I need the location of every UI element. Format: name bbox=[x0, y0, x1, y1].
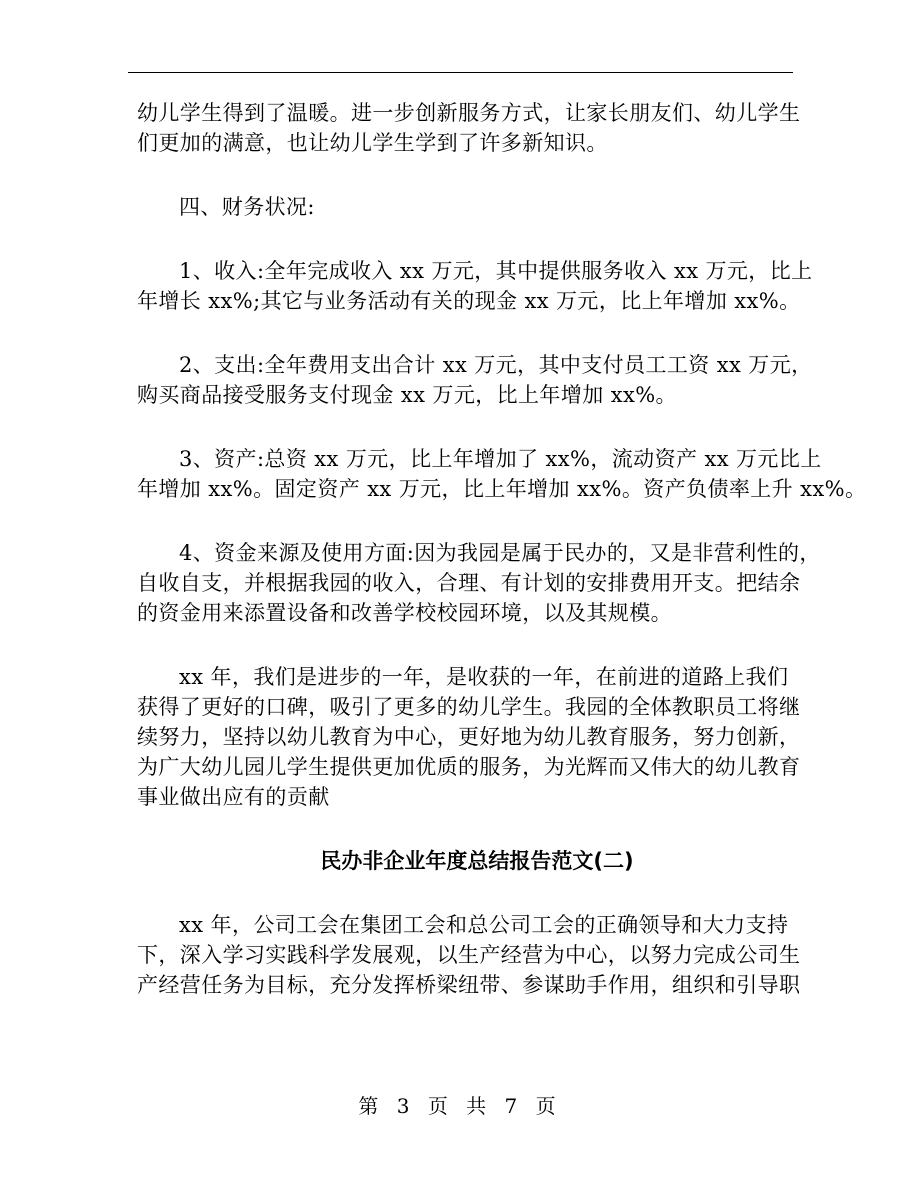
text-line: 1、收入:全年完成收入 xx 万元，其中提供服务收入 xx 万元，比上 bbox=[179, 259, 813, 283]
page-body bbox=[137, 98, 867, 1000]
section-heading: 四、财务状况: bbox=[179, 195, 315, 219]
section-title: 民办非企业年度总结报告范文(二) bbox=[320, 849, 634, 873]
text-line: 年增加 xx%。固定资产 xx 万元，比上年增加 xx%。资产负债率上升 xx%。 bbox=[137, 477, 867, 501]
text-line: 年增长 xx%;其它与业务活动有关的现金 xx 万元，比上年增加 xx%。 bbox=[137, 289, 801, 313]
text-line: xx 年，公司工会在集团工会和总公司工会的正确领导和大力支持 bbox=[179, 913, 789, 937]
text-line: 2、支出:全年费用支出合计 xx 万元，其中支付员工工资 xx 万元， bbox=[179, 353, 813, 377]
text-line: 3、资产:总资 xx 万元，比上年增加了 xx%，流动资产 xx 万元比上 bbox=[179, 447, 822, 471]
header-rule bbox=[128, 72, 793, 73]
page-footer: 第 3 页 共 7 页 bbox=[358, 1094, 562, 1118]
text-line: 续努力，坚持以幼儿教育为中心，更好地为幼儿教育服务，努力创新， bbox=[137, 725, 801, 749]
text-line: 为广大幼儿园儿学生提供更加优质的服务，为光辉而又伟大的幼儿教育 bbox=[137, 755, 801, 779]
text-line: 4、资金来源及使用方面:因为我园是属于民办的，又是非营利性的， bbox=[179, 541, 821, 565]
text-line: 产经营任务为目标，充分发挥桥梁纽带、参谋助手作用，组织和引导职 bbox=[137, 973, 801, 997]
text-line: 的资金用来添置设备和改善学校校园环境，以及其规模。 bbox=[137, 601, 672, 625]
text-line: 事业做出应有的贡献 bbox=[137, 785, 330, 809]
text-line: 购买商品接受服务支付现金 xx 万元，比上年增加 xx%。 bbox=[137, 383, 677, 407]
text-line: 自收自支，并根据我园的收入，合理、有计划的安排费用开支。把结余 bbox=[137, 571, 801, 595]
text-line: 幼儿学生得到了温暖。进一步创新服务方式，让家长朋友们、幼儿学生 bbox=[137, 101, 801, 125]
text-line: 们更加的满意，也让幼儿学生学到了许多新知识。 bbox=[137, 131, 608, 155]
text-line: xx 年，我们是进步的一年，是收获的一年，在前进的道路上我们 bbox=[179, 665, 789, 689]
text-line: 获得了更好的口碑，吸引了更多的幼儿学生。我园的全体教职员工将继 bbox=[137, 695, 801, 719]
text-line: 下，深入学习实践科学发展观，以生产经营为中心，以努力完成公司生 bbox=[137, 943, 801, 967]
